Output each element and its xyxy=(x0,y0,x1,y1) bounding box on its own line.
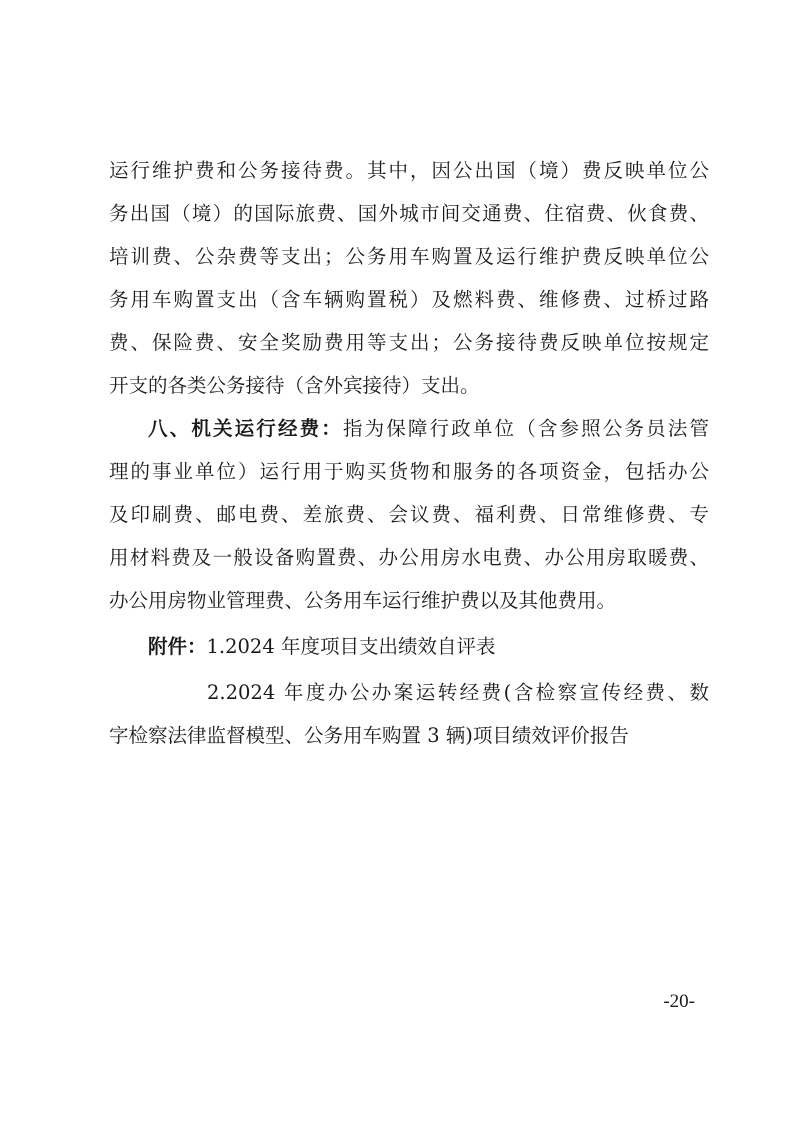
paragraph-line-6: 开支的各类公务接待（含外宾接待）支出。 xyxy=(109,374,480,397)
section8-first-line xyxy=(148,412,709,446)
paragraph-line-3: 培训费、公杂费等支出；公务用车购置及运行维护费反映单位公 xyxy=(109,245,709,268)
paragraph-line-1: 运行维护费和公务接待费。其中，因公出国（境）费反映单位公 xyxy=(109,159,709,182)
attachment-item-2-line-1: 2.2024 年度办公办案运转经费(含检察宣传经费、数 xyxy=(207,681,709,704)
section8-line-3: 及印刷费、邮电费、差旅费、会议费、福利费、日常维修费、专 xyxy=(109,503,709,526)
section8-line-4: 用材料费及一般设备购置费、办公用房水电费、办公用房取暖费、 xyxy=(109,546,709,569)
page-number: -20- xyxy=(663,991,695,1012)
attachment-item-2-line-2: 字检察法律监督模型、公务用车购置 3 辆)项目绩效评价报告 xyxy=(109,724,629,747)
attachments-line-1 xyxy=(148,630,709,664)
section8-heading: 八、机关运行经费： xyxy=(148,417,343,440)
paragraph-line-5: 费、保险费、安全奖励费用等支出；公务接待费反映单位按规定 xyxy=(109,331,709,354)
section8-first-line-rest: 指为保障行政单位（含参照公务员法管 xyxy=(342,417,709,440)
paragraph-line-2: 务出国（境）的国际旅费、国外城市间交通费、住宿费、伙食费、 xyxy=(109,202,709,225)
section8-line-2: 理的事业单位）运行用于购买货物和服务的各项资金，包括办公 xyxy=(109,460,709,483)
attachments-label: 附件： xyxy=(148,635,207,658)
section8-line-5: 办公用房物业管理费、公务用车运行维护费以及其他费用。 xyxy=(109,589,617,612)
paragraph-line-4: 务用车购置支出（含车辆购置税）及燃料费、维修费、过桥过路 xyxy=(109,288,709,311)
attachment-item-1: 1.2024 年度项目支出绩效自评表 xyxy=(206,635,496,658)
